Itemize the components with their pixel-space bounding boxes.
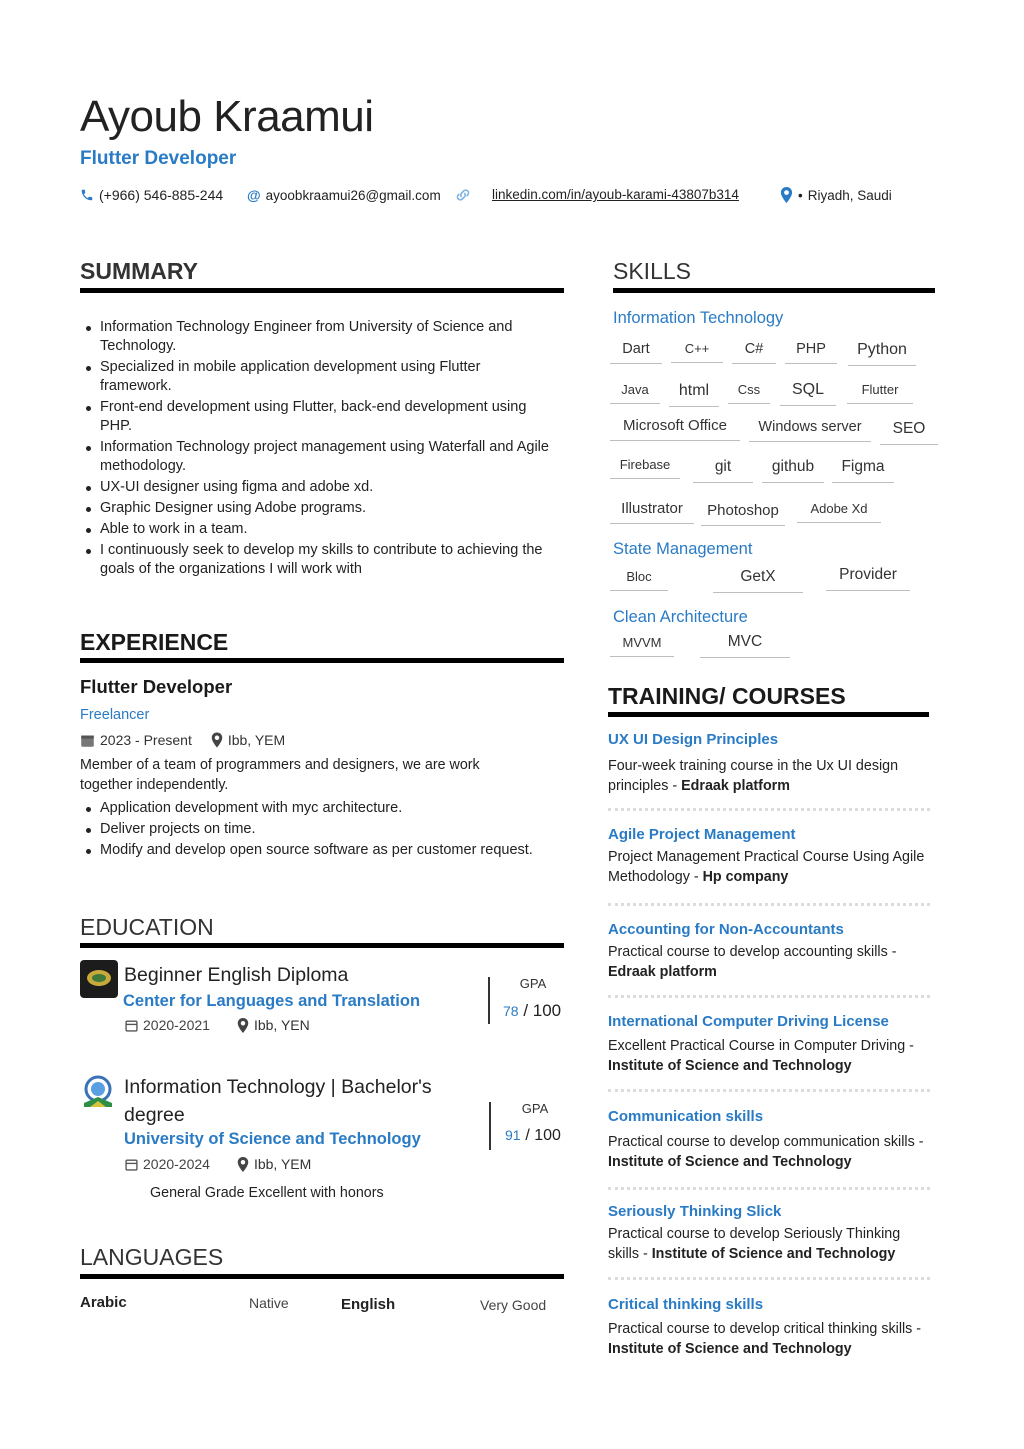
summary-item: UX-UI designer using figma and adobe xd.: [80, 478, 550, 497]
course-desc-text: Practical course to develop accounting skills -: [608, 944, 897, 960]
skill-chip: Java: [610, 382, 660, 404]
phone-contact: [80, 187, 223, 203]
edu-meta: [125, 1017, 310, 1033]
languages-title: LANGUAGES: [80, 1244, 224, 1270]
course-separator: [608, 1089, 930, 1092]
at-icon: @: [247, 187, 261, 203]
gpa-value: [503, 1001, 561, 1021]
course-item: [608, 1296, 928, 1359]
skill-chip: MVVM: [610, 635, 674, 657]
language-name: Arabic: [80, 1294, 127, 1311]
summary-list: [80, 318, 550, 579]
gpa-label: GPA: [521, 1101, 549, 1116]
training-title: TRAINING/ COURSES: [608, 683, 846, 709]
education-divider: [80, 943, 564, 948]
course-item: [608, 1203, 928, 1264]
job-bullet: Modify and develop open source software as per customer request.: [80, 841, 560, 860]
edu-dates: 2020-2024: [143, 1156, 210, 1172]
course-item: [608, 921, 928, 982]
languages-divider: [80, 1274, 564, 1279]
course-item: [608, 731, 938, 796]
edu-note: General Grade Excellent with honors: [150, 1185, 384, 1201]
course-desc: [608, 1132, 928, 1172]
course-title: Accounting for Non-Accountants: [608, 921, 844, 938]
course-item: [608, 1013, 928, 1076]
phone-number[interactable]: (+966) 546-885-244: [99, 187, 224, 203]
course-title: Seriously Thinking Slick: [608, 1203, 782, 1220]
course-org: Edraak platform: [608, 964, 717, 980]
location-pin-icon: [211, 732, 223, 748]
skills-divider: [613, 288, 935, 293]
skill-chip: MVC: [700, 633, 790, 658]
skill-chip: Bloc: [610, 569, 668, 591]
experience-divider: [80, 658, 564, 663]
link-icon: [455, 188, 471, 202]
job-bullets: [80, 799, 560, 860]
summary-item: Information Technology project management using Waterfall and Agile methodology.: [80, 438, 550, 476]
location-pin-icon: [237, 1157, 249, 1172]
summary-item: Front-end development using Flutter, back-end development using PHP.: [80, 398, 550, 436]
skill-chip: html: [669, 382, 719, 407]
edu-location: Ibb, YEN: [253, 1017, 310, 1033]
summary-item: Specialized in mobile application development using Flutter framework.: [80, 358, 550, 396]
course-separator: [608, 903, 930, 906]
course-separator: [608, 995, 930, 998]
job-meta: [80, 732, 285, 748]
experience-title: EXPERIENCE: [80, 629, 229, 655]
course-title: Communication skills: [608, 1108, 764, 1125]
gpa-divider: [489, 1102, 491, 1150]
course-item: [608, 826, 928, 887]
course-org: Institute of Science and Technology: [651, 1246, 896, 1262]
calendar-icon: [125, 1019, 138, 1032]
course-desc: [608, 1036, 928, 1076]
skill-group-heading: Information Technology: [613, 309, 784, 327]
course-desc-text: Practical course to develop critical thinking skills -: [608, 1321, 922, 1337]
course-desc: [608, 1224, 928, 1264]
skill-group-heading: Clean Architecture: [613, 608, 748, 626]
course-title: Agile Project Management: [608, 826, 796, 843]
edu-school: Center for Languages and Translation: [123, 992, 421, 1010]
education-title: EDUCATION: [80, 914, 214, 940]
edu-meta: [125, 1156, 311, 1172]
course-separator: [608, 1187, 930, 1190]
email-address[interactable]: ayoobkraamui26@gmail.com: [265, 187, 441, 203]
course-desc-text: Excellent Practical Course in Computer Driving -: [608, 1038, 914, 1054]
course-org: Institute of Science and Technology: [608, 1341, 852, 1357]
gpa-max: / 100: [523, 1001, 562, 1020]
school-logo-language-center: [80, 960, 118, 998]
linkedin-link[interactable]: linkedin.com/in/ayoub-karami-43807b314: [492, 187, 739, 202]
course-org: Institute of Science and Technology: [608, 1058, 852, 1074]
skill-chip: Windows server: [749, 419, 871, 442]
course-desc: [608, 847, 928, 887]
job-bullet: Deliver projects on time.: [80, 820, 560, 839]
language-level: Native: [249, 1295, 289, 1311]
skill-chip: SEO: [880, 420, 938, 445]
job-company: Freelancer: [80, 707, 150, 723]
skill-chip: Css: [728, 382, 770, 404]
skill-chip: Microsoft Office: [610, 417, 740, 441]
summary-item: Graphic Designer using Adobe programs.: [80, 499, 550, 518]
skill-chip: C++: [671, 341, 723, 363]
language-level: Very Good: [480, 1297, 547, 1313]
skill-chip: Dart: [610, 341, 662, 364]
job-bullets-wrap: [80, 799, 560, 862]
candidate-name: Ayoub Kraamui: [80, 92, 374, 141]
location-text: Riyadh, Saudi: [807, 187, 892, 203]
course-title: International Computer Driving License: [608, 1013, 889, 1030]
summary-item: Able to work in a team.: [80, 520, 550, 539]
job-description: Member of a team of programmers and designers, we are work together independently.: [80, 757, 480, 793]
skill-chip: Adobe Xd: [797, 501, 881, 523]
candidate-role: Flutter Developer: [80, 148, 237, 169]
summary-divider: [80, 288, 564, 293]
skill-chip: Photoshop: [701, 502, 785, 526]
skill-chip: C#: [732, 341, 776, 364]
course-title: Critical thinking skills: [608, 1296, 764, 1313]
course-separator: [608, 808, 930, 811]
edu-degree: Information Technology | Bachelor's degree: [124, 1076, 432, 1126]
edu-location: Ibb, YEM: [253, 1156, 312, 1172]
skill-chip: PHP: [785, 341, 837, 364]
course-desc-text: Project Management Practical Course Using Agile Methodology -: [608, 849, 925, 885]
course-desc-text: Practical course to develop communication skills -: [608, 1134, 924, 1150]
edu-dates: 2020-2021: [143, 1017, 210, 1033]
email-contact: [247, 187, 441, 203]
gpa-max: / 100: [525, 1127, 561, 1144]
language-name: English: [341, 1296, 396, 1313]
gpa-score: 91: [505, 1127, 521, 1143]
job-title: Flutter Developer: [80, 676, 233, 697]
edu-degree: Beginner English Diploma: [124, 964, 349, 986]
skill-chip: GetX: [713, 568, 803, 593]
skill-group-heading: State Management: [613, 540, 753, 558]
location-pin-icon: [237, 1018, 249, 1033]
skill-chip: git: [693, 458, 753, 483]
summary-title: SUMMARY: [80, 258, 198, 284]
skill-chip: SQL: [780, 381, 836, 406]
course-desc: [608, 1319, 928, 1359]
course-title: UX UI Design Principles: [608, 731, 779, 748]
gpa-label: GPA: [519, 976, 547, 991]
skill-chip: Figma: [832, 458, 894, 483]
school-logo-university: [80, 1073, 116, 1111]
linkedin-contact: [455, 187, 739, 202]
university-logo-icon: [80, 1073, 116, 1111]
skill-chip: Provider: [826, 566, 910, 591]
skill-chip: Illustrator: [610, 500, 694, 524]
summary-item: Information Technology Engineer from University of Science and Technology.: [80, 318, 550, 356]
course-separator: [608, 1277, 930, 1280]
course-org: Institute of Science and Technology: [608, 1154, 852, 1170]
job-dates: 2023 - Present: [100, 732, 192, 748]
course-desc: [608, 756, 938, 796]
course-org: Edraak platform: [681, 778, 790, 794]
gpa-score: 78: [503, 1003, 519, 1019]
course-desc-text: Four-week training course in the Ux UI design principles -: [608, 758, 899, 794]
skill-chip: github: [762, 458, 824, 483]
training-divider: [608, 712, 929, 717]
calendar-icon: [125, 1158, 138, 1171]
course-desc: [608, 942, 928, 982]
summary-item: I continuously seek to develop my skills to contribute to achieving the goals of the organizations I will work with: [80, 541, 550, 579]
job-location: Ibb, YEM: [227, 732, 286, 748]
skill-chip: Python: [848, 341, 916, 366]
course-desc-text: Practical course to develop Seriously Thinking skills -: [608, 1226, 901, 1262]
location-pin-icon: [780, 187, 793, 203]
phone-icon: [80, 188, 94, 202]
course-org: Hp company: [702, 869, 789, 885]
edu-school: University of Science and Technology: [124, 1130, 421, 1148]
skills-title: SKILLS: [613, 258, 691, 284]
calendar-icon: [80, 733, 95, 748]
course-item: [608, 1108, 928, 1172]
location-contact: • Riyadh, Saudi: [780, 187, 892, 203]
skill-chip: Flutter: [847, 382, 913, 404]
gpa-divider: [488, 977, 490, 1024]
gpa-value: [505, 1125, 561, 1145]
job-bullet: Application development with myc architecture.: [80, 799, 560, 818]
skill-chip: Firebase: [610, 457, 680, 479]
summary-list-wrap: [80, 318, 550, 581]
